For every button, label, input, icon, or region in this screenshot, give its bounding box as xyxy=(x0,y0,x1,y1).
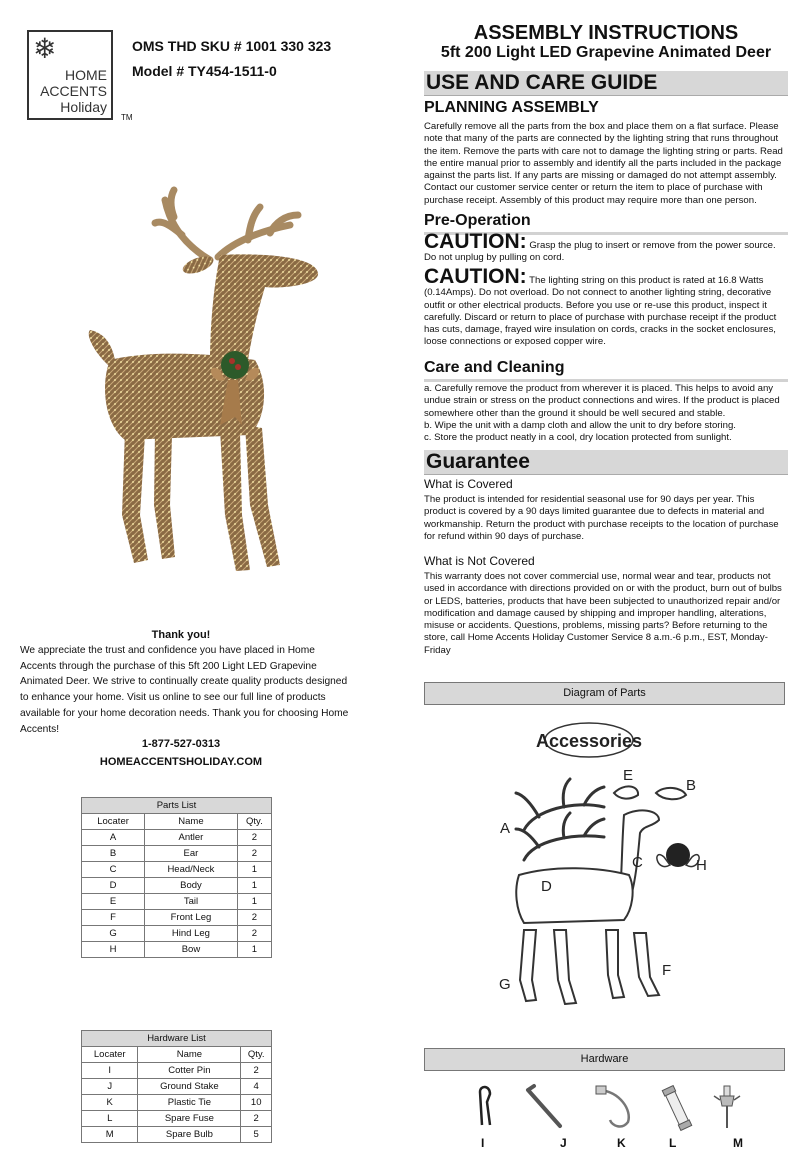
parts-diagram xyxy=(424,715,788,1005)
divider xyxy=(424,379,788,382)
assembly-title: ASSEMBLY INSTRUCTIONS xyxy=(473,22,739,44)
guarantee-title: Guarantee xyxy=(426,450,530,473)
label-b: B xyxy=(686,777,697,794)
caution-2 xyxy=(424,265,788,349)
product-subtitle: 5ft 200 Light LED Grapevine Animated Deer xyxy=(440,44,772,61)
thanks-title: Thank you! xyxy=(151,629,211,641)
accessories-label: Accessories xyxy=(535,731,643,751)
hw-label-l: L xyxy=(669,1136,677,1150)
spare-bulb-icon xyxy=(714,1086,740,1128)
not-covered-text: This warranty does not cover commercial use, normal wear and tear, products not used in accordance with directions provided on or with the product, burn out of bulbs or LEDS, batteries, products that have been subjected to unauthorized repair and/or modification and damage caused by shipping and improper handling, alterations, misuse or accidents. Questions, problems, missing parts? Before returning to the store, call Home Accents Holiday Customer Service 8 a.m.-6 p.m., EST, Monday-Friday xyxy=(424,571,782,656)
brand-logo xyxy=(27,30,113,120)
hardware-icons xyxy=(424,1080,788,1135)
ground-stake-icon xyxy=(528,1086,560,1126)
brand-line1: HOME xyxy=(65,67,107,83)
caution1-text: Grasp the plug to insert or remove from the power source. Do not unplug by pulling on cord. xyxy=(424,240,776,264)
care-c: c. Store the product neatly in a cool, dry location protected from sunlight. xyxy=(424,432,732,444)
planning-text: Carefully remove all the parts from the box and place them on a flat surface. Please note that many of the parts are connected by the lighting string that runs throughout the item. Remove the parts with care not to damage the lighting string or parts. Read the entire manual prior to assembly and identify all the parts included in the package against the parts list. If any parts are missing or damaged do not attempt assembly. Contact our customer service center or return the item to place of purchase with purchase receipt. Assembly of this product may require more than one person. xyxy=(424,121,783,206)
care-b: b. Wipe the unit with a damp cloth and allow the unit to dry before storing. xyxy=(424,419,736,431)
table-row: C Head/Neck 1 xyxy=(82,862,272,878)
care-text xyxy=(424,383,788,444)
label-g: G xyxy=(499,976,511,993)
table-row: G Hind Leg 2 xyxy=(82,926,272,942)
hw-label-j: J xyxy=(560,1136,567,1150)
trademark: TM xyxy=(121,113,133,122)
cotter-pin-icon xyxy=(480,1087,490,1125)
parts-list-table xyxy=(81,797,272,958)
col-header: Qty. xyxy=(241,1047,272,1063)
col-header: Name xyxy=(145,814,238,830)
hw-label-k: K xyxy=(617,1136,626,1150)
covered-title: What is Covered xyxy=(424,477,513,491)
col-header: Qty. xyxy=(237,814,271,830)
diagram-bar: Diagram of Parts xyxy=(424,682,785,705)
brand-line2: ACCENTS xyxy=(40,83,107,99)
col-header: Locater xyxy=(82,814,145,830)
use-care-bar xyxy=(424,71,788,96)
sku-number: OMS THD SKU # 1001 330 323 xyxy=(132,38,332,54)
label-e: E xyxy=(623,767,634,784)
guarantee-bar xyxy=(424,450,788,475)
label-a: A xyxy=(500,820,511,837)
planning-title: PLANNING ASSEMBLY xyxy=(424,99,599,116)
table-row: K Plastic Tie 10 xyxy=(82,1095,272,1111)
table-row: L Spare Fuse 2 xyxy=(82,1111,272,1127)
parts-list-caption: Parts List xyxy=(82,798,272,814)
col-header: Name xyxy=(138,1047,241,1063)
hardware-list-table xyxy=(81,1030,272,1143)
col-header: Locater xyxy=(82,1047,138,1063)
care-title: Care and Cleaning xyxy=(424,359,565,376)
table-row: A Antler 2 xyxy=(82,830,272,846)
table-row: B Ear 2 xyxy=(82,846,272,862)
use-care-title: USE AND CARE GUIDE xyxy=(426,71,658,94)
label-c: C xyxy=(632,854,643,871)
caution-word: CAUTION: xyxy=(424,230,527,253)
hardware-bar: Hardware xyxy=(424,1048,785,1071)
label-f: F xyxy=(662,962,672,979)
plastic-tie-icon xyxy=(596,1086,629,1126)
label-d: D xyxy=(541,878,552,895)
table-row: E Tail 1 xyxy=(82,894,272,910)
table-row: M Spare Bulb 5 xyxy=(82,1127,272,1143)
table-row: D Body 1 xyxy=(82,878,272,894)
hw-label-i: I xyxy=(481,1136,485,1150)
hardware-list-caption: Hardware List xyxy=(82,1031,272,1047)
spare-fuse-icon xyxy=(662,1086,691,1131)
covered-text: The product is intended for residential seasonal use for 90 days per year. This product is covered by a 90 days limited guarantee due to defects in material and workmanship. Return the product with purchase receipts to the location of purchase for refund within 90 days of purchase. xyxy=(424,494,779,542)
caution2-text: The lighting string on this product is rated at 16.8 Watts (0.14Amps). Do not overload. Do not connect to another lighting string, decorative outfit or other electrical products. Before you use or re-use this product, inspect it carefully. Discard or return to place of purchase with purchase receipt if the product has cuts, damage, frayed wire insulation on cords, cracks in the socket enclosures, loose connections or exposed copper wire. xyxy=(424,275,777,348)
label-h: H xyxy=(696,857,707,874)
care-a: a. Carefully remove the product from wherever it is placed. This helps to avoid any undue strain or stress on the product connections and wires. If the product is placed somewhere other than the ground it should be well secured and stable. xyxy=(424,383,780,419)
deer-image xyxy=(70,185,340,575)
table-row: I Cotter Pin 2 xyxy=(82,1063,272,1079)
table-row: F Front Leg 2 xyxy=(82,910,272,926)
hw-label-m: M xyxy=(733,1136,743,1150)
model-number: Model # TY454-1511-0 xyxy=(132,63,277,79)
table-row: H Bow 1 xyxy=(82,942,272,958)
brand-line3: Holiday xyxy=(60,99,107,115)
caution-1 xyxy=(424,230,788,265)
not-covered-title: What is Not Covered xyxy=(424,554,535,568)
preop-title: Pre-Operation xyxy=(424,212,531,229)
website: HOMEACCENTSHOLIDAY.COM xyxy=(99,756,263,768)
thanks-text: We appreciate the trust and confidence you have placed in Home Accents through the purchase of this 5ft 200 Light LED Grapevine Animated Deer. We strive to continually create quality products designed to enhance your home. Visit us online to see our full line of products available for your home decoration needs. Thank you for choosing Home Accents! xyxy=(20,645,349,735)
phone-number: 1-877-527-0313 xyxy=(141,738,221,750)
caution-word: CAUTION: xyxy=(424,265,527,288)
snowflake-icon: ❄ xyxy=(33,33,57,64)
table-row: J Ground Stake 4 xyxy=(82,1079,272,1095)
